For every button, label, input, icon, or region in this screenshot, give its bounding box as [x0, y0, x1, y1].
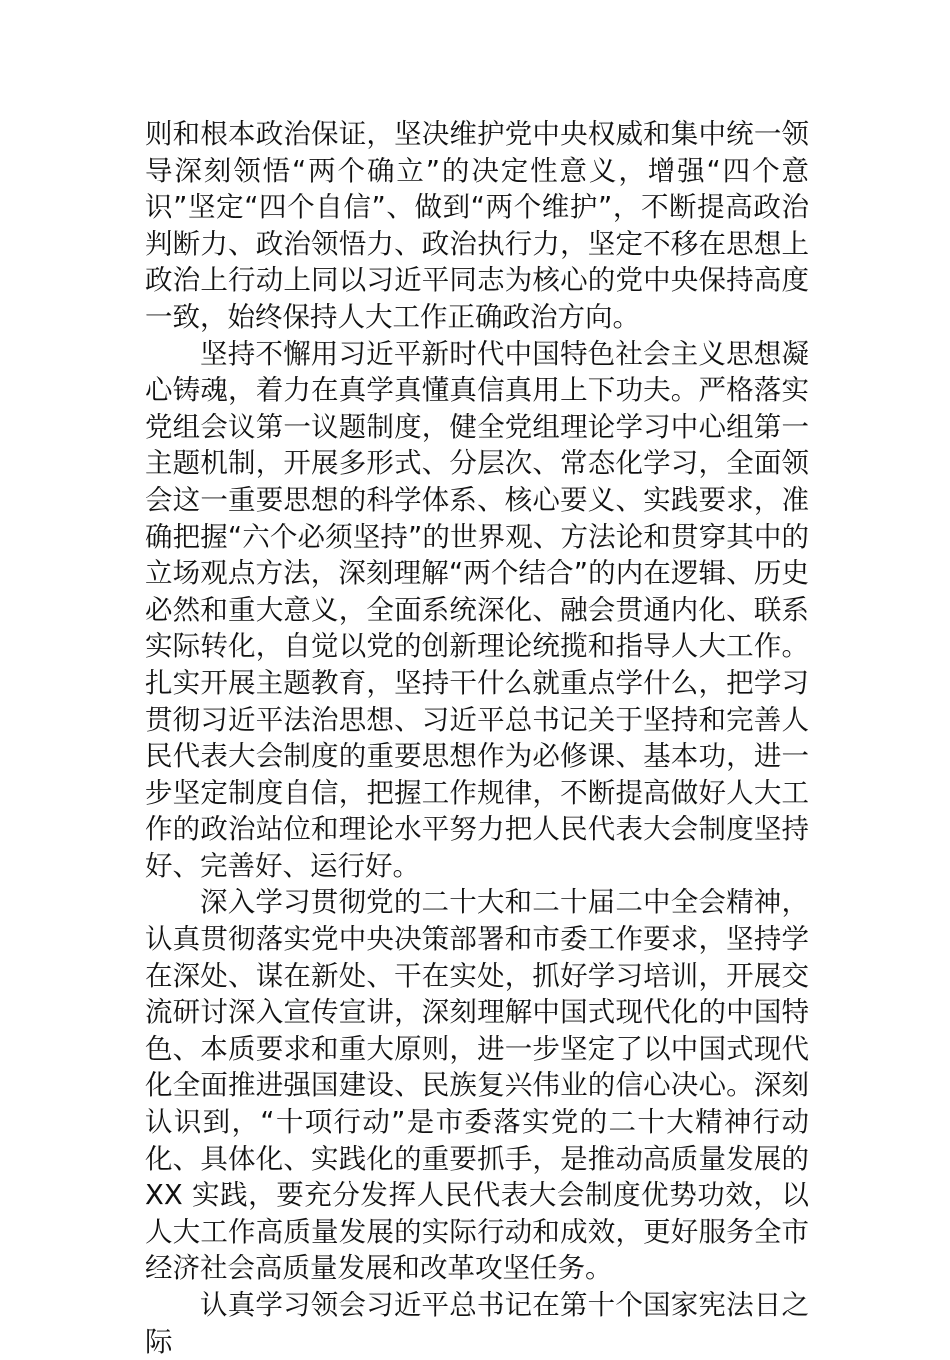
- paragraph-1: 则和根本政治保证，坚决维护党中央权威和集中统一领导深刻领悟“两个确立”的决定性意义，增强“四个意识”坚定“四个自信”、做到“两个维护”，不断提高政治判断力、政治领悟力、政治执行力，坚定不移在思想上政治上行动上同以习近平同志为核心的党中央保持高度一致，始终保持人大工作正确政治方向。: [145, 118, 809, 333]
- document-body: [145, 116, 809, 1360]
- paragraph-4: 认真学习领会习近平总书记在第十个国家宪法日之际: [145, 1289, 809, 1358]
- paragraph-2: 坚持不懈用习近平新时代中国特色社会主义思想凝心铸魂，着力在真学真懂真信真用上下功夫。严格落实党组会议第一议题制度，健全党组理论学习中心组第一主题机制，开展多形式、分层次、常态化学习，全面领会这一重要思想的科学体系、核心要义、实践要求，准确把握“六个必须坚持”的世界观、方法论和贯穿其中的立场观点方法，深刻理解“两个结合”的内在逻辑、历史必然和重大意义，全面系统深化、融会贯通内化、联系实际转化，自觉以党的创新理论统揽和指导人大工作。扎实开展主题教育，坚持干什么就重点学什么，把学习贯彻习近平法治思想、习近平总书记关于坚持和完善人民代表大会制度的重要思想作为必修课、基本功，进一步坚定制度自信，把握工作规律，不断提高做好人大工作的政治站位和理论水平努力把人民代表大会制度坚持好、完善好、运行好。: [145, 337, 809, 882]
- paragraph-3: 深入学习贯彻党的二十大和二十届二中全会精神，认真贯彻落实党中央决策部署和市委工作要求，坚持学在深处、谋在新处、干在实处，抓好学习培训，开展交流研讨深入宣传宣讲，深刻理解中国式现代化的中国特色、本质要求和重大原则，进一步坚定了以中国式现代化全面推进强国建设、民族复兴伟业的信心决心。深刻认识到，“十项行动”是市委落实党的二十大精神行动化、具体化、实践化的重要抓手，是推动高质量发展的 XX 实践，要充分发挥人民代表大会制度优势功效，以人大工作高质量发展的实际行动和成效，更好服务全市经济社会高质量发展和改革攻坚任务。: [145, 886, 809, 1285]
